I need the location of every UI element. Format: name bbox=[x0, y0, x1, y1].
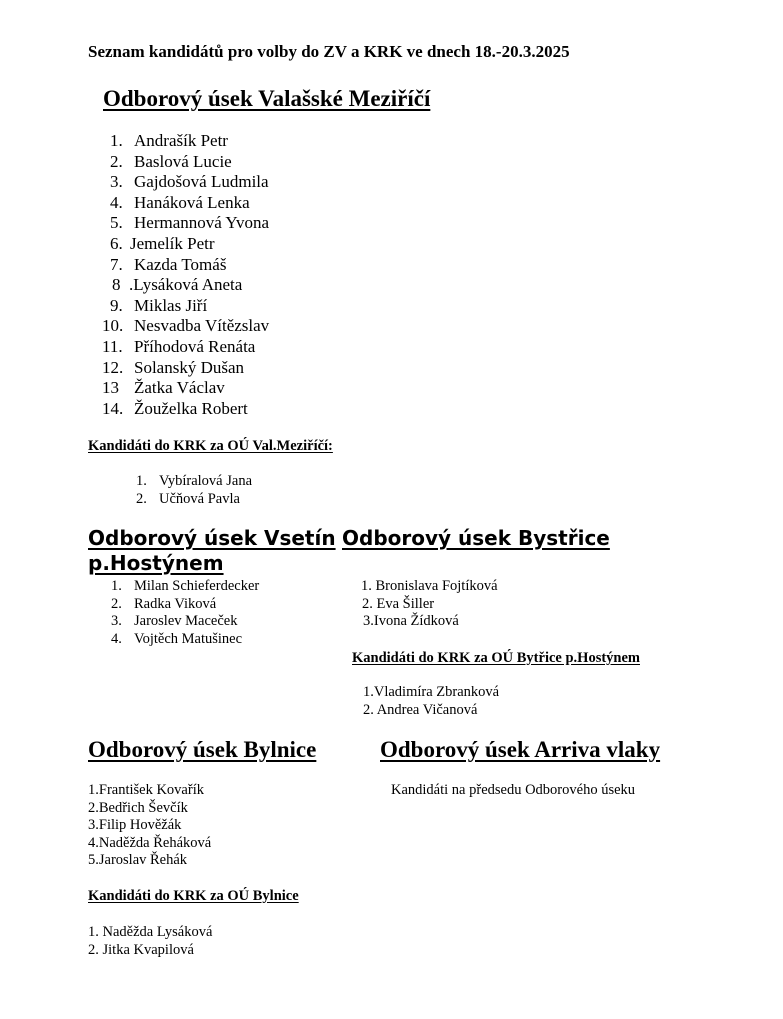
section-heading-bystrice: Odborový úsek Bystřice bbox=[342, 526, 610, 550]
list-item: 2. Eva Šiller bbox=[362, 595, 435, 612]
candidate-name: Gajdošová Ludmila bbox=[134, 172, 269, 192]
list-number: 4. bbox=[111, 630, 122, 647]
list-number: 14. bbox=[102, 398, 124, 418]
krk-list-bylnice bbox=[88, 924, 338, 959]
list-item: 2. Jitka Kvapilová bbox=[88, 941, 194, 958]
candidate-name: Vojtěch Matušinec bbox=[134, 630, 243, 647]
list-item bbox=[100, 337, 400, 358]
list-number: 7. bbox=[110, 254, 123, 274]
list-item: 1.František Kovařík bbox=[88, 782, 204, 798]
candidate-list-bylnice bbox=[88, 782, 338, 870]
candidate-name: Učňová Pavla bbox=[159, 490, 240, 507]
list-item bbox=[105, 596, 345, 614]
list-item: 3.Filip Hověžák bbox=[88, 817, 182, 833]
list-item: 1. Bronislava Fojtíková bbox=[361, 578, 498, 594]
list-item bbox=[105, 613, 345, 631]
list-item bbox=[100, 358, 400, 379]
candidate-name: Žouželka Robert bbox=[134, 398, 248, 418]
list-item: 3.Ivona Žídková bbox=[363, 613, 459, 629]
list-number: 2. bbox=[136, 490, 147, 507]
section-heading-bylnice: Odborový úsek Bylnice bbox=[88, 737, 317, 762]
list-item bbox=[105, 578, 345, 596]
list-item bbox=[100, 399, 400, 420]
krk-list-bystrice bbox=[363, 684, 613, 719]
candidate-name: Hermannová Yvona bbox=[134, 213, 270, 233]
candidate-name: Solanský Dušan bbox=[134, 357, 245, 377]
list-number: 10. bbox=[102, 316, 124, 336]
list-item: 4.Naděžda Řeháková bbox=[88, 834, 212, 851]
list-number: 9. bbox=[110, 295, 123, 315]
krk-list-valasske-mezirici bbox=[130, 473, 380, 508]
section-heading-arriva: Odborový úsek Arriva vlaky bbox=[380, 737, 661, 762]
candidate-name: Vybíralová Jana bbox=[159, 473, 253, 489]
section-heading-vsetin bbox=[88, 526, 336, 576]
list-item bbox=[100, 234, 400, 255]
list-number: 2. bbox=[111, 595, 122, 612]
list-number: 5. bbox=[110, 213, 123, 233]
candidate-name: Nesvadba Vítězslav bbox=[134, 316, 270, 336]
krk-heading-bystrice: Kandidáti do KRK za OÚ Bytřice p.Hostýnem bbox=[352, 650, 640, 666]
list-item bbox=[100, 172, 400, 193]
candidate-list-vsetin bbox=[105, 578, 345, 648]
candidate-name: Baslová Lucie bbox=[134, 151, 232, 171]
list-number: 12. bbox=[102, 357, 124, 377]
krk-heading-bylnice: Kandidáti do KRK za OÚ Bylnice bbox=[88, 888, 299, 904]
list-number: 2. bbox=[110, 151, 123, 171]
candidate-name: Radka Viková bbox=[134, 595, 217, 612]
list-item bbox=[130, 491, 380, 509]
list-number: 13 bbox=[102, 378, 119, 398]
list-item bbox=[100, 131, 400, 152]
list-item: 5.Jaroslav Řehák bbox=[88, 852, 188, 868]
list-number: 3. bbox=[111, 613, 122, 629]
list-number: 4. bbox=[110, 192, 123, 212]
list-item bbox=[100, 316, 400, 337]
candidate-name: Andrašík Petr bbox=[134, 131, 228, 150]
list-number: 1. bbox=[136, 473, 147, 489]
list-item bbox=[100, 378, 400, 399]
candidate-name: Kazda Tomáš bbox=[134, 254, 227, 274]
list-item: 1.Vladimíra Zbranková bbox=[363, 684, 500, 700]
list-item bbox=[100, 193, 400, 214]
list-item bbox=[105, 631, 345, 649]
candidate-name: Jemelík Petr bbox=[130, 233, 215, 253]
candidate-name: Milan Schieferdecker bbox=[134, 578, 260, 594]
list-number: 11. bbox=[102, 336, 123, 356]
candidate-list-valasske-mezirici bbox=[100, 131, 400, 419]
candidate-name: Miklas Jiří bbox=[134, 295, 208, 315]
list-item: 2. Andrea Vičanová bbox=[363, 701, 478, 718]
arriva-note: Kandidáti na předsedu Odborového úseku bbox=[391, 782, 636, 798]
list-item bbox=[100, 152, 400, 173]
list-item bbox=[100, 255, 400, 276]
candidate-name: Hanáková Lenka bbox=[134, 192, 250, 212]
heading-line: p.Hostýnem bbox=[88, 551, 224, 575]
candidate-name: Žatka Václav bbox=[134, 378, 225, 398]
page-title: Seznam kandidátů pro volby do ZV a KRK ve dnech 18.-20.3.2025 bbox=[88, 42, 570, 61]
list-item: 2.Bedřich Ševčík bbox=[88, 799, 188, 816]
list-number: 3. bbox=[110, 172, 123, 192]
candidate-list-bystrice bbox=[361, 578, 611, 631]
section-heading-valasske-mezirici: Odborový úsek Valašské Meziříčí bbox=[103, 86, 431, 111]
candidate-name: Příhodová Renáta bbox=[134, 336, 256, 356]
list-item bbox=[100, 213, 400, 234]
list-number: 1. bbox=[111, 578, 122, 594]
heading-line: Odborový úsek Vsetín bbox=[88, 526, 336, 550]
list-item bbox=[100, 296, 400, 317]
list-item bbox=[100, 275, 400, 296]
list-number: 6. bbox=[110, 233, 123, 253]
krk-heading-valasske-mezirici: Kandidáti do KRK za OÚ Val.Meziříčí: bbox=[88, 438, 333, 454]
list-number: 8 bbox=[112, 275, 121, 295]
candidate-name: Jaroslev Maceček bbox=[134, 613, 238, 629]
candidate-name: .Lysáková Aneta bbox=[129, 275, 243, 295]
list-item bbox=[130, 473, 380, 491]
list-item: 1. Naděžda Lysáková bbox=[88, 924, 213, 940]
list-number: 1. bbox=[110, 131, 123, 150]
